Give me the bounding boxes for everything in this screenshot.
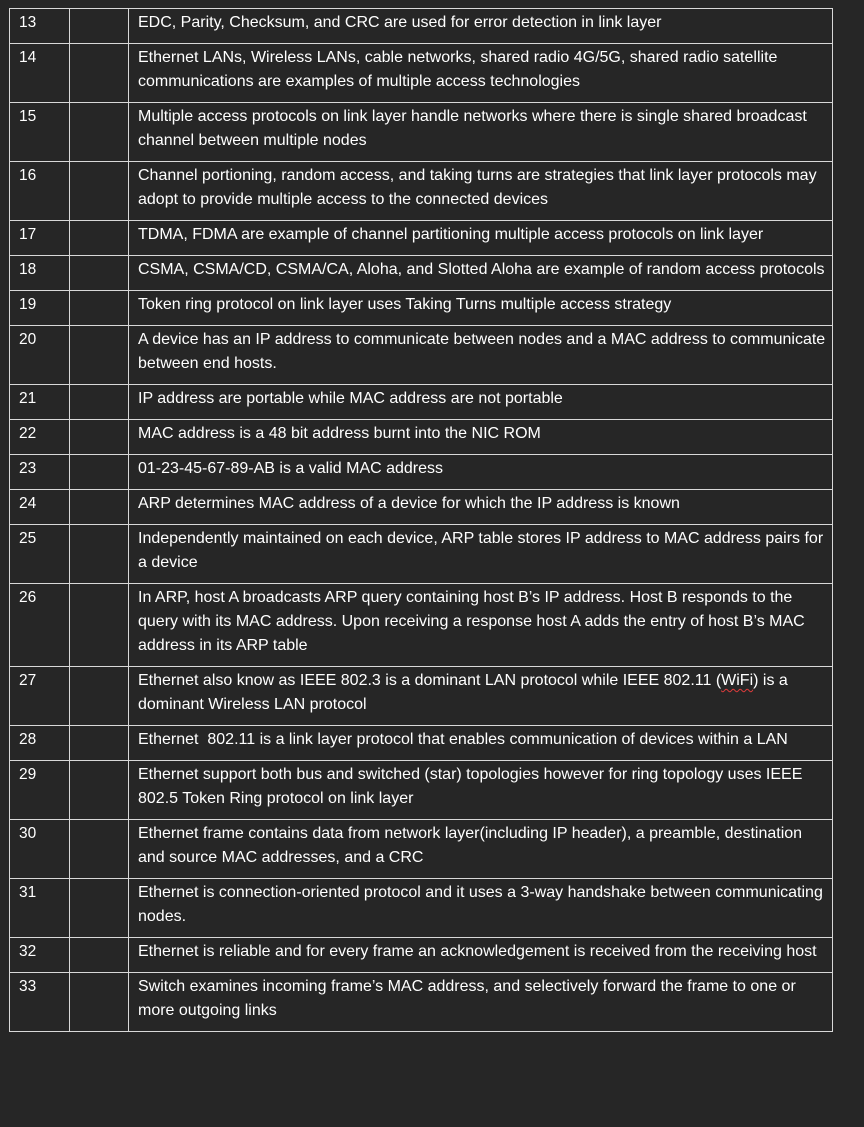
answer-cell[interactable]	[70, 420, 129, 455]
statement-text: MAC address is a 48 bit address burnt into the NIC ROM	[129, 420, 833, 455]
statement-text: 01-23-45-67-89-AB is a valid MAC address	[129, 455, 833, 490]
answer-cell[interactable]	[70, 820, 129, 879]
spellcheck-flagged-word[interactable]: WiFi	[721, 672, 754, 689]
statement-text: IP address are portable while MAC address are not portable	[129, 385, 833, 420]
answer-cell[interactable]	[70, 385, 129, 420]
table-row	[10, 938, 833, 973]
answer-cell[interactable]	[70, 525, 129, 584]
table-row	[10, 103, 833, 162]
table-row	[10, 420, 833, 455]
statement-text: Ethernet is connection-oriented protocol and it uses a 3-way handshake between communicating nodes.	[129, 879, 833, 938]
table-row	[10, 667, 833, 726]
table-row	[10, 455, 833, 490]
table-row	[10, 221, 833, 256]
statement-text: Switch examines incoming frame’s MAC address, and selectively forward the frame to one or more outgoing links	[129, 973, 833, 1032]
table-row	[10, 973, 833, 1032]
table-row	[10, 385, 833, 420]
row-number: 17	[10, 221, 70, 256]
statement-text: ARP determines MAC address of a device for which the IP address is known	[129, 490, 833, 525]
statement-text: Ethernet frame contains data from network layer(including IP header), a preamble, destination and source MAC addresses, and a CRC	[129, 820, 833, 879]
answer-cell[interactable]	[70, 103, 129, 162]
statement-text: Ethernet is reliable and for every frame an acknowledgement is received from the receiving host	[129, 938, 833, 973]
answer-cell[interactable]	[70, 726, 129, 761]
answer-cell[interactable]	[70, 221, 129, 256]
table-row	[10, 162, 833, 221]
answer-cell[interactable]	[70, 667, 129, 726]
statement-text	[129, 667, 833, 726]
answer-cell[interactable]	[70, 256, 129, 291]
answer-cell[interactable]	[70, 938, 129, 973]
answer-cell[interactable]	[70, 291, 129, 326]
table-row	[10, 291, 833, 326]
table-row	[10, 584, 833, 667]
statement-text: Independently maintained on each device, ARP table stores IP address to MAC address pairs for a device	[129, 525, 833, 584]
statement-text: Ethernet support both bus and switched (star) topologies however for ring topology uses IEEE 802.5 Token Ring protocol on link layer	[129, 761, 833, 820]
row-number: 30	[10, 820, 70, 879]
row-number: 19	[10, 291, 70, 326]
answer-cell[interactable]	[70, 326, 129, 385]
row-number: 16	[10, 162, 70, 221]
table-row	[10, 820, 833, 879]
row-number: 15	[10, 103, 70, 162]
table-row	[10, 879, 833, 938]
table-row	[10, 9, 833, 44]
row-number: 31	[10, 879, 70, 938]
table-row	[10, 490, 833, 525]
table-row	[10, 726, 833, 761]
table-row	[10, 256, 833, 291]
row-number: 32	[10, 938, 70, 973]
statement-text: A device has an IP address to communicate between nodes and a MAC address to communicate between end hosts.	[129, 326, 833, 385]
statement-text: Multiple access protocols on link layer handle networks where there is single shared broadcast channel between multiple nodes	[129, 103, 833, 162]
statement-text: Token ring protocol on link layer uses Taking Turns multiple access strategy	[129, 291, 833, 326]
row-number: 29	[10, 761, 70, 820]
statements-table	[9, 8, 833, 1032]
row-number: 14	[10, 44, 70, 103]
statement-text: TDMA, FDMA are example of channel partitioning multiple access protocols on link layer	[129, 221, 833, 256]
row-number: 33	[10, 973, 70, 1032]
answer-cell[interactable]	[70, 44, 129, 103]
statement-text: Channel portioning, random access, and taking turns are strategies that link layer protocols may adopt to provide multiple access to the connected devices	[129, 162, 833, 221]
answer-cell[interactable]	[70, 761, 129, 820]
row-number: 22	[10, 420, 70, 455]
row-number: 23	[10, 455, 70, 490]
table-row	[10, 761, 833, 820]
statement-text: CSMA, CSMA/CD, CSMA/CA, Aloha, and Slotted Aloha are example of random access protocols	[129, 256, 833, 291]
table-row	[10, 326, 833, 385]
row-number: 25	[10, 525, 70, 584]
statement-text: In ARP, host A broadcasts ARP query containing host B’s IP address. Host B responds to the query with its MAC address. Upon receiving a response host A adds the entry of host B’s MAC address in its ARP table	[129, 584, 833, 667]
table-row	[10, 44, 833, 103]
answer-cell[interactable]	[70, 584, 129, 667]
statement-text: Ethernet 802.11 is a link layer protocol that enables communication of devices within a LAN	[129, 726, 833, 761]
table-row	[10, 525, 833, 584]
row-number: 27	[10, 667, 70, 726]
answer-cell[interactable]	[70, 455, 129, 490]
row-number: 20	[10, 326, 70, 385]
answer-cell[interactable]	[70, 490, 129, 525]
row-number: 24	[10, 490, 70, 525]
answer-cell[interactable]	[70, 879, 129, 938]
answer-cell[interactable]	[70, 973, 129, 1032]
row-number: 26	[10, 584, 70, 667]
answer-cell[interactable]	[70, 162, 129, 221]
row-number: 18	[10, 256, 70, 291]
answer-cell[interactable]	[70, 9, 129, 44]
statement-text: Ethernet LANs, Wireless LANs, cable networks, shared radio 4G/5G, shared radio satellite communications are examples of multiple access technologies	[129, 44, 833, 103]
row-number: 21	[10, 385, 70, 420]
row-number: 28	[10, 726, 70, 761]
statement-text-part: ) is a dominant Wireless LAN protocol	[138, 672, 788, 713]
statement-text-part: Ethernet also know as IEEE 802.3 is a dominant LAN protocol while IEEE 802.11 (	[138, 672, 722, 689]
statement-text: EDC, Parity, Checksum, and CRC are used for error detection in link layer	[129, 9, 833, 44]
row-number: 13	[10, 9, 70, 44]
